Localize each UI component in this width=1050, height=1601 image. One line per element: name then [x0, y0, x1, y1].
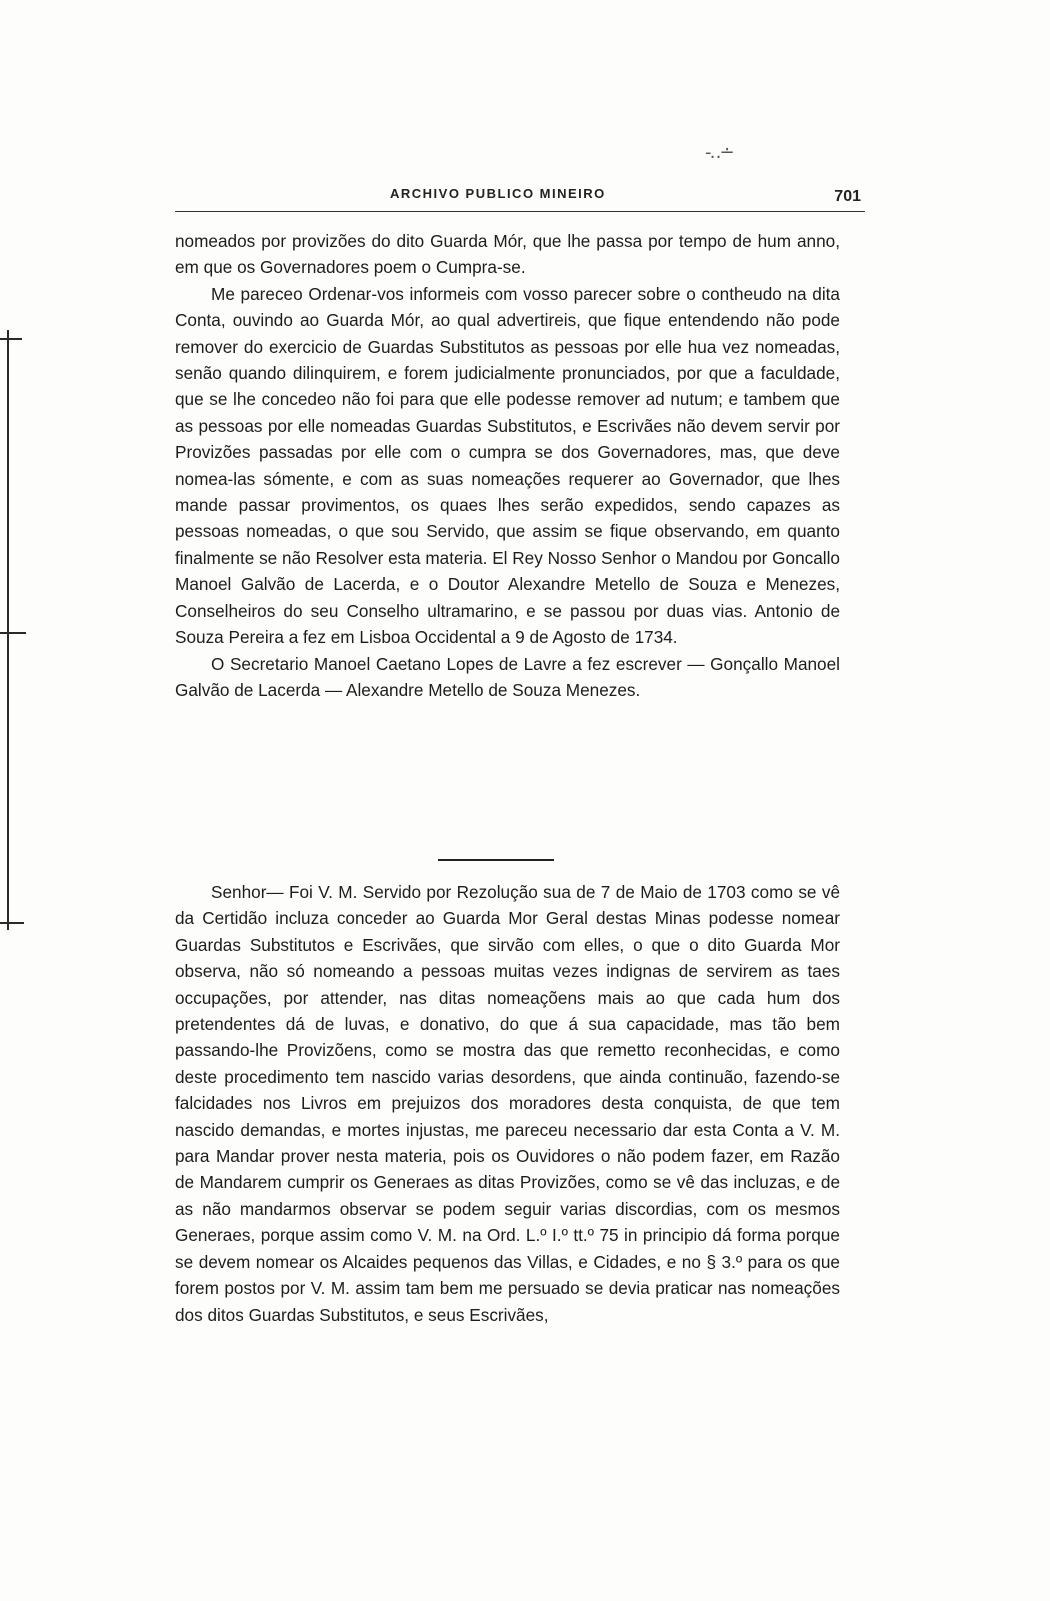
paragraph: nomeados por provizões do dito Guarda Mór, que lhe passa por tempo de hum anno, em que os Governadores poem o Cumpra-se. — [175, 231, 840, 278]
binding-edge-line — [7, 630, 9, 930]
section-two — [175, 879, 840, 1328]
paragraph: Senhor— Foi V. M. Servido por Rezolução sua de 7 de Maio de 1703 como se vê da Certidão incluza conceder ao Guarda Mor Geral destas Minas podesse nomear Guardas Substitutos e Escrivães, que sirvão com elles, o que o dito Guarda Mor observa, não só nomeando a pessoas muitas vezes indignas de servirem as taes occupações, por attender, nas ditas nomeaçõens mais ao que cada hum dos pretendentes dá de luvas, e donativo, do que á sua capacidade, mas tão bem passando-lhe Provizõens, como se mostra das que remetto reconhecidas, e como deste procedimento tem nascido varias desordens, que ainda continuão, fazendo-se falcidades nos Livros em prejuizos dos moradores desta conquista, de que tem nascido demandas, e mortes injustas, me pareceu necessario dar esta Conta a V. M. para Mandar prover nesta materia, pois os Ouvidores o não podem fazer, em Razão de Mandarem cumprir os Generaes as ditas Provizões, como se vê das incluzas, e de as não mandarmos observar se podem seguir varias discordias, com os mesmos Generaes, porque assim como V. M. na Ord. L.º I.º tt.º 75 in principio dá forma porque se devem nomear os Alcaides pequenos das Villas, e Cidades, e no § 3.º para os que forem postos por V. M. assim tam bem me persuado se devia praticar nas nomeações dos ditos Guardas Substitutos, e seus Escrivães, — [175, 882, 840, 1325]
page-header — [175, 180, 865, 216]
paragraph: Me pareceo Ordenar-vos informeis com vosso parecer sobre o contheudo na dita Conta, ouvindo ao Guarda Mór, ao qual advertireis, que fique entendendo não pode remover do exercicio de Guardas Substitutos as pessoas por elle hua vez nomeadas, senão quando dilinquirem, e forem judicialmente pronunciados, por que a faculdade, que se lhe concedeo não foi para que elle podesse remover ad nutum; e tambem que as pessoas por elle nomeadas Guardas Substitutos, e Escrivães não devem servir por Provizões passadas por elle com o cumpra se dos Governadores, mas, que deve nomea-las sómente, e com as suas nomeações requerer ao Governador, que lhes mande passar provimentos, os quaes lhes serão expedidos, sendo capazes as pessoas nomeadas, o que sou Servido, que assim se fique observando, em quanto finalmente se não Resolver esta materia. El Rey Nosso Senhor o Mandou por Goncallo Manoel Galvão de Lacerda, e o Doutor Alexandre Metello de Souza e Menezes, Conselheiros do seu Conselho ultramarino, e se passou por duas vias. Antonio de Souza Pereira a fez em Lisboa Occidental a 9 de Agosto de 1734. — [175, 283, 840, 648]
binding-edge-mark — [0, 632, 26, 634]
header-rule — [175, 211, 865, 212]
binding-edge-line — [7, 330, 9, 630]
page-number: 701 — [834, 188, 861, 205]
running-head: ARCHIVO PUBLICO MINEIRO — [390, 186, 606, 201]
section-one — [175, 228, 840, 703]
binding-edge-mark — [0, 922, 24, 924]
section-divider — [438, 859, 554, 861]
paragraph: O Secretario Manoel Caetano Lopes de Lavre a fez escrever — Gonçallo Manoel Galvão de Lacerda — Alexandre Metello de Souza Menezes. — [175, 653, 840, 700]
binding-edge-mark — [0, 338, 22, 340]
ink-smudge: -‥∸ — [705, 142, 733, 163]
